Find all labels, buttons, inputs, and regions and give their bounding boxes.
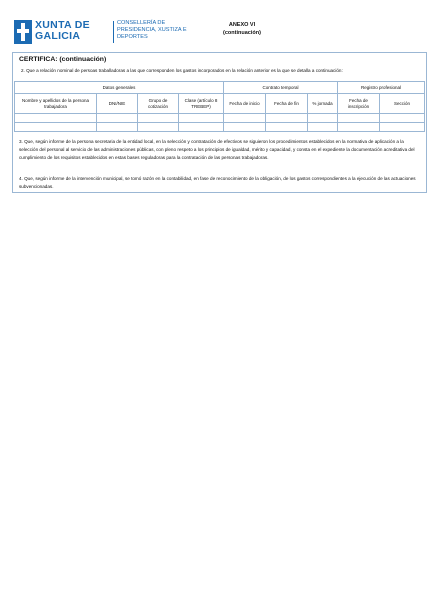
col-fecha-inicio: Fecha de inicio (224, 94, 266, 114)
cell-input[interactable] (338, 123, 380, 132)
workers-table (14, 81, 425, 132)
galicia-cross-icon (14, 20, 32, 44)
annex-heading (212, 21, 272, 37)
cell-input[interactable] (15, 123, 97, 132)
department-name: CONSELLERÍA DE PRESIDENCIA, XUSTIZA E DEPORTES (117, 20, 187, 40)
cell-input[interactable] (266, 114, 308, 123)
col-fecha-fin: Fecha de fin (266, 94, 308, 114)
annex-subtitle: (continuación) (223, 30, 261, 36)
col-clase: Clase (artículo 8 TREBEP) (179, 94, 224, 114)
logo-divider (113, 21, 114, 43)
cell-input[interactable] (138, 123, 179, 132)
cell-input[interactable] (308, 114, 338, 123)
col-dni: DNI/NIE (97, 94, 138, 114)
col-grupo: Grupo de cotización (138, 94, 179, 114)
cell-input[interactable] (138, 114, 179, 123)
cell-input[interactable] (179, 114, 224, 123)
group-registro-profesional: Registro profesional (338, 82, 425, 94)
col-jornada: % jornada (308, 94, 338, 114)
cell-input[interactable] (380, 114, 425, 123)
point-3-text: 3. Que, según informe de la persona secretaria de la entidad local, en la selección y contratación de efectivos se siguieron los procedimientos establecidos en la normativa de aplicación a la selección del personal al servicio de las administraciones públicas, con pleno respeto a los principios de igualdad, mérito y capacidad, y consta en el expediente la documentación acreditativa del cumplimiento de los requisitos establecidos en estas bases reguladoras para la contratación de las personas trabajadoras. (19, 139, 415, 161)
logo-text: XUNTA DE GALICIA (35, 19, 90, 42)
cell-input[interactable] (224, 114, 266, 123)
cell-input[interactable] (338, 114, 380, 123)
cell-input[interactable] (179, 123, 224, 132)
col-fecha-inscripcion: Fecha de inscripción (338, 94, 380, 114)
cell-input[interactable] (266, 123, 308, 132)
cell-input[interactable] (97, 114, 138, 123)
col-seccion: Sección (380, 94, 425, 114)
section-title: CERTIFICA: (continuación) (19, 56, 107, 63)
annex-title: ANEXO VI (228, 22, 256, 28)
cell-input[interactable] (308, 123, 338, 132)
group-datos-generales: Datos generales (15, 82, 224, 94)
cell-input[interactable] (380, 123, 425, 132)
point-2-text: 2. Que a relación nominal de persoas traballadoras a las que corresponden los gastos incorporados en la relación anterior es la que se detalla a continuación: (21, 68, 343, 73)
group-contrato-temporal: Contrato temporal (224, 82, 338, 94)
cell-input[interactable] (97, 123, 138, 132)
point-4-text: 4. Que, según informe de la intervención municipal, se tomó razón en la contabilidad, en fase de reconocimiento de la obligación, de los gastos correspondientes a la ejecución de las actuaciones subvencionadas. (19, 176, 416, 190)
cell-input[interactable] (224, 123, 266, 132)
xunta-logo (14, 19, 187, 46)
table-row (15, 123, 425, 132)
cell-input[interactable] (15, 114, 97, 123)
table-row (15, 114, 425, 123)
col-nombre: Nombre y apellidos de la persona trabajadora (15, 94, 97, 114)
